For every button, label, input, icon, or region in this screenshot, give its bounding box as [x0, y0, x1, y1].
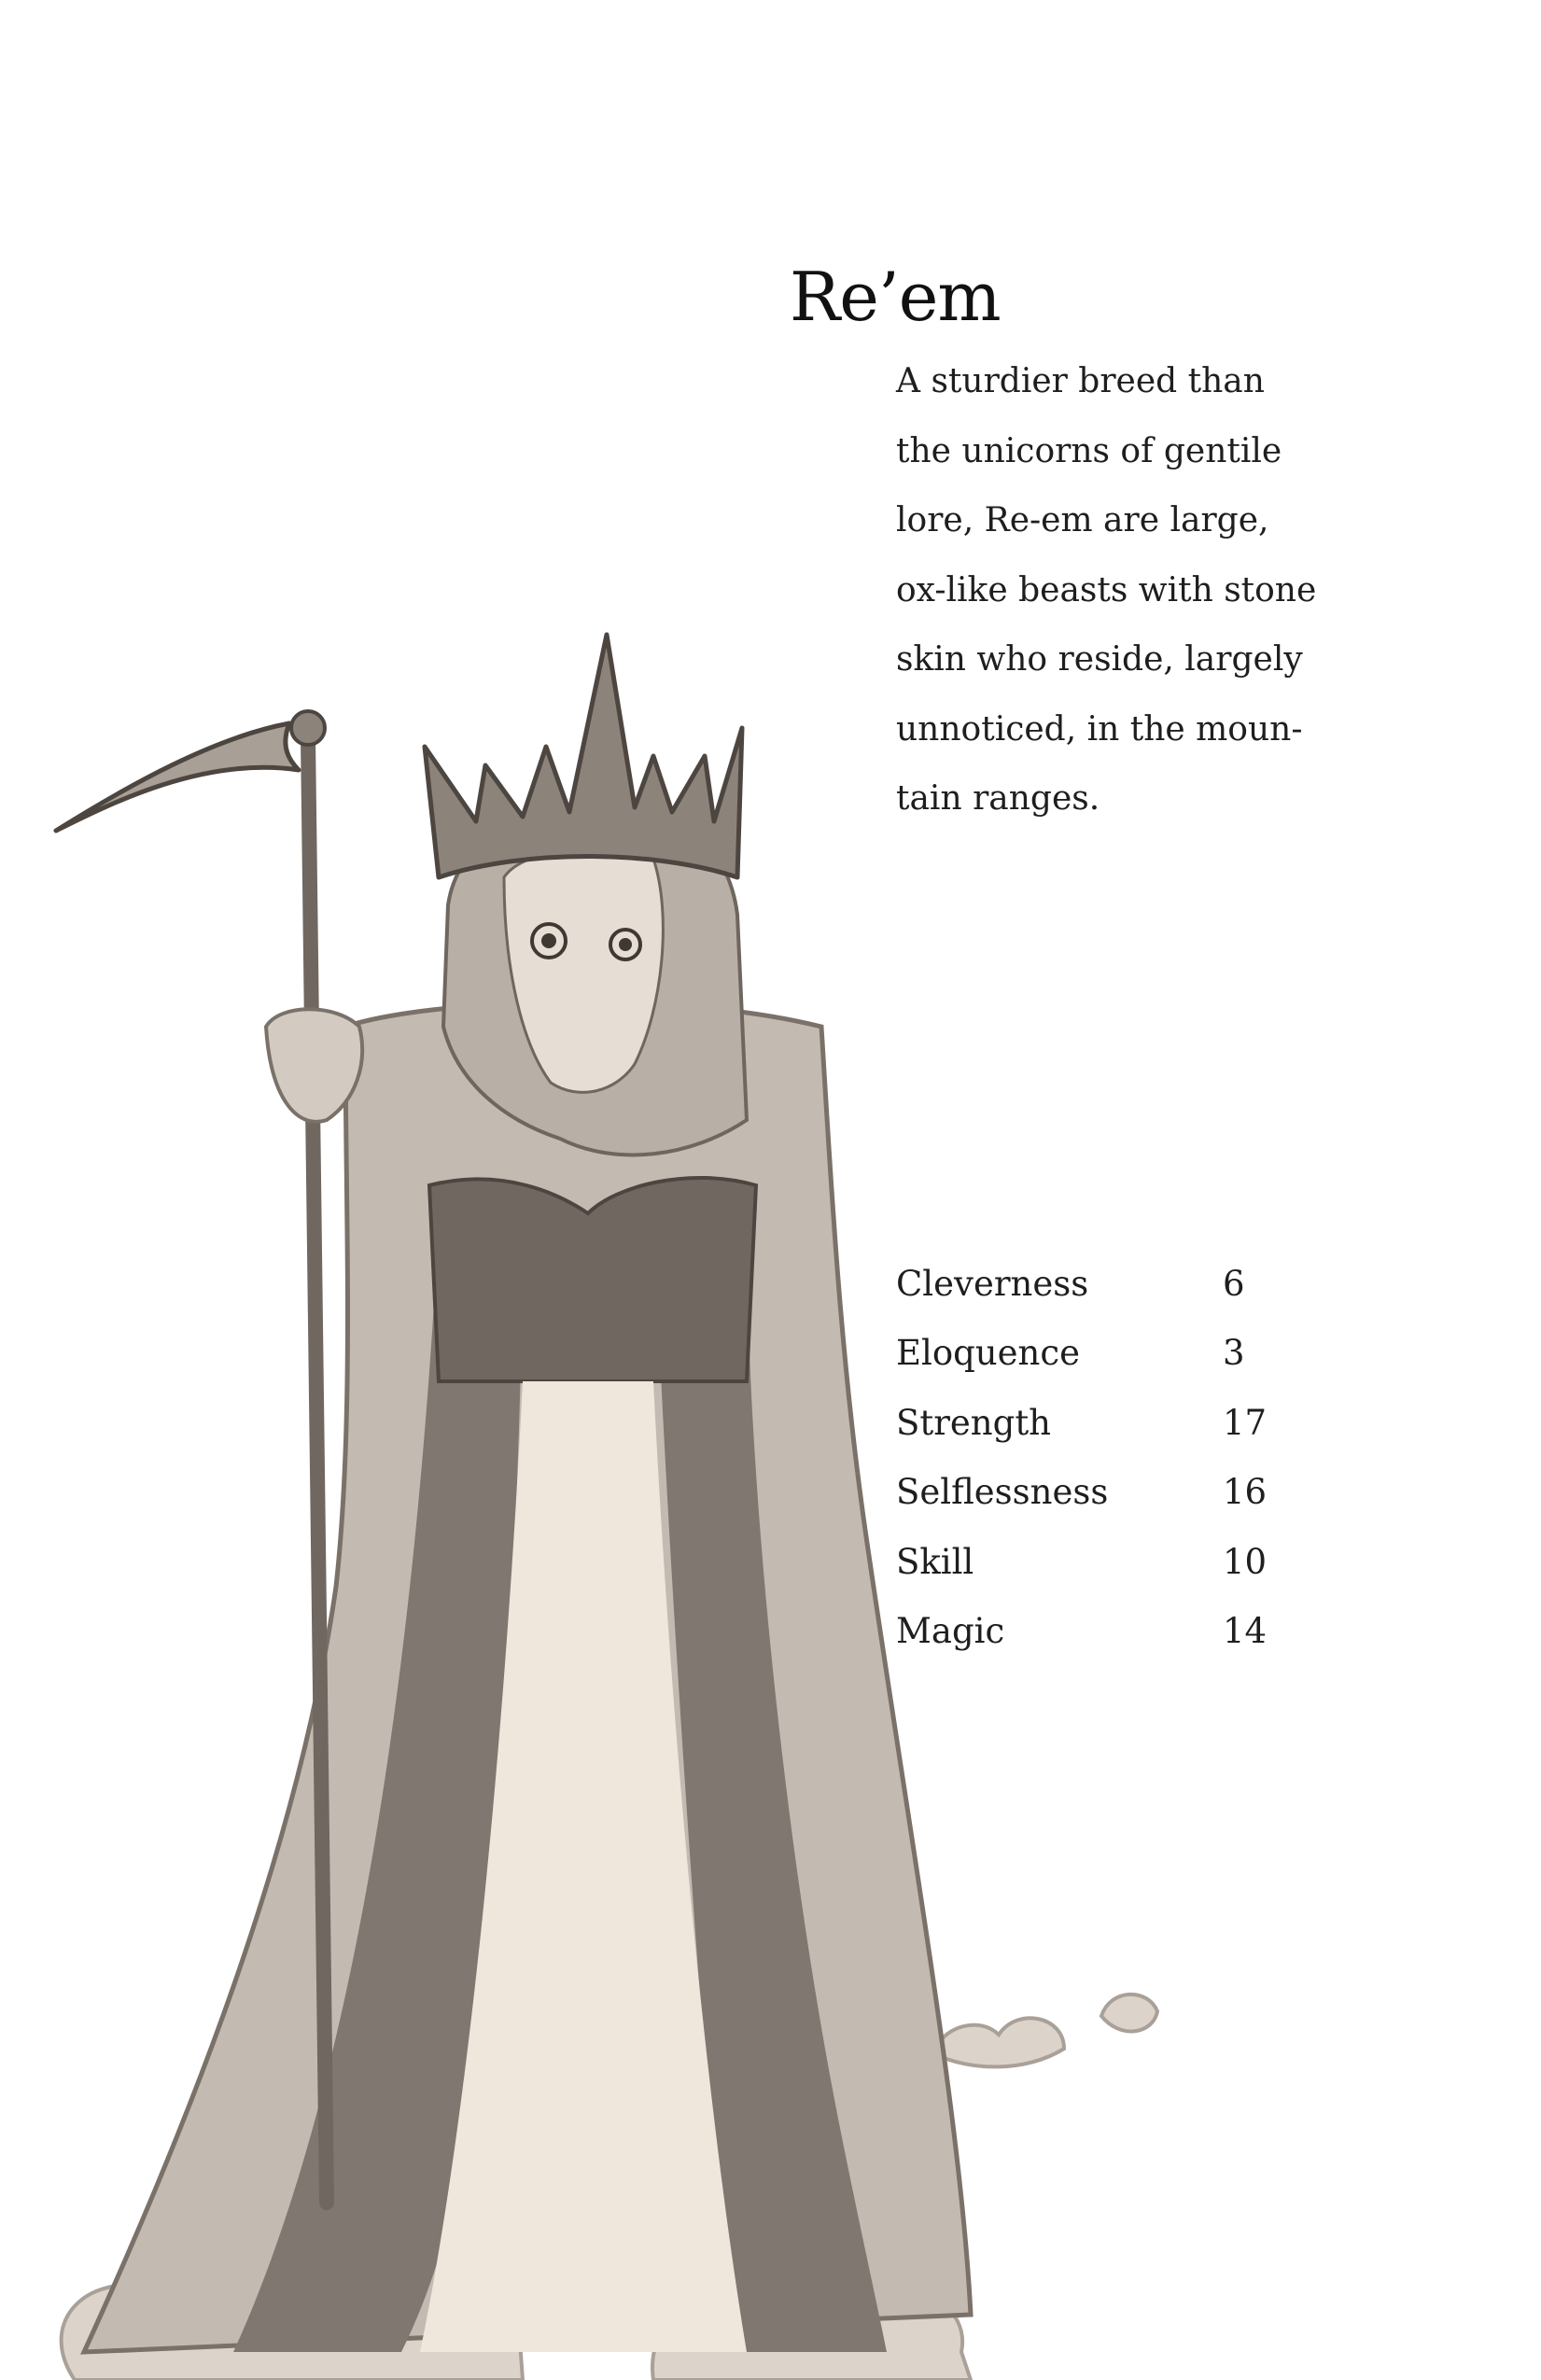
description-line: unnoticed, in the moun-: [896, 709, 1303, 749]
description-line: ox-like beasts with stone: [896, 570, 1317, 609]
bodice: [429, 1178, 756, 1381]
stat-label: Selflessness: [896, 1472, 1109, 1513]
stat-value: 6: [1223, 1263, 1245, 1304]
stat-value: 10: [1223, 1541, 1268, 1582]
page-title: Re’em: [790, 258, 1001, 336]
stat-label: Magic: [896, 1611, 1005, 1652]
description-line: A sturdier breed than: [896, 362, 1265, 400]
stat-label: Eloquence: [896, 1333, 1080, 1374]
stats-table: [896, 1249, 1316, 1666]
stat-value: 17: [1223, 1402, 1268, 1443]
stat-row: [896, 1319, 1316, 1389]
scythe-knob: [291, 711, 325, 745]
stat-row: [896, 1388, 1316, 1458]
description-line: the unicorns of gentile: [896, 431, 1282, 470]
stat-label: Cleverness: [896, 1263, 1089, 1304]
description-line: tain ranges.: [896, 779, 1100, 818]
crown: [425, 635, 742, 877]
stat-row: [896, 1527, 1316, 1597]
description-line: skin who reside, largely: [896, 640, 1303, 679]
stat-row: [896, 1458, 1316, 1528]
stat-label: Strength: [896, 1402, 1052, 1443]
description-line: lore, Re-em are large,: [896, 501, 1269, 539]
stat-value: 16: [1223, 1472, 1268, 1513]
stat-label: Skill: [896, 1541, 974, 1582]
stat-row: [896, 1249, 1316, 1319]
stat-value: 14: [1223, 1611, 1268, 1652]
creature-description: [896, 347, 1363, 834]
scythe-blade: [56, 723, 299, 831]
stat-row: [896, 1597, 1316, 1667]
stat-value: 3: [1223, 1333, 1245, 1374]
